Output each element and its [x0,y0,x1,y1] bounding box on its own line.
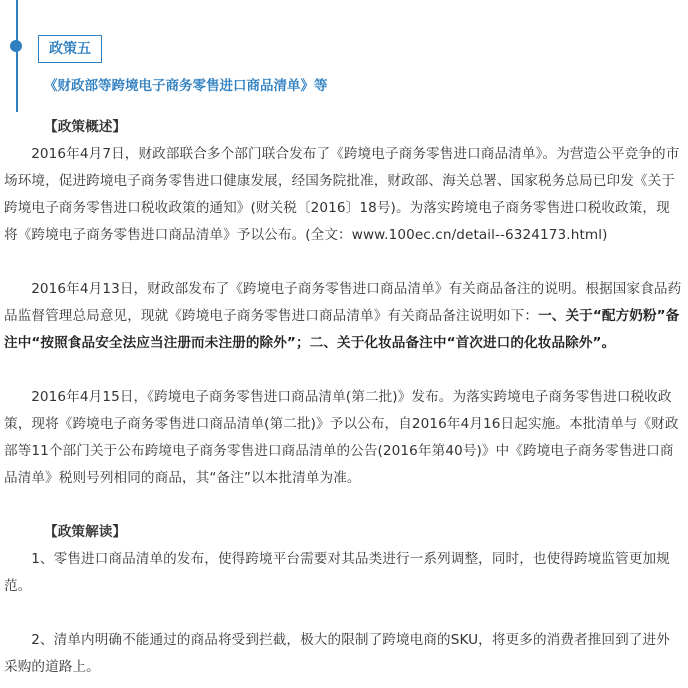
interpretation-item-2: 2、清单内明确不能通过的商品将受到拦截，极大的限制了跨境电商的SKU，将更多的消费者推回到了进外采购的道路上。 [4,632,670,675]
interpretation-item-1: 1、零售进口商品清单的发布，使得跨境平台需要对其品类进行一系列调整，同时，也使得跨境监管更加规范。 [4,551,670,594]
paragraph-overview-3: 2016年4月15日，《跨境电子商务零售进口商品清单(第二批)》发布。为落实跨境电子商务零售进口税收政策，现将《跨境电子商务零售进口商品清单(第二批)》予以公布，自2016年4月16日起实施。本批清单与《财政部等11个部门关于公布跨境电子商务零售进口商品清单的公告(2016年第40号)》中《跨境电子商务零售进口商品清单》税则号列相同的商品，其“备注”以本批清单为准。 [4,389,679,486]
paragraph-overview-1: 2016年4月7日，财政部联合多个部门联合发布了《跨境电子商务零售进口商品清单》。为营造公平竞争的市场环境，促进跨境电子商务零售进口健康发展，经国务院批准，财政部、海关总署、国家税务总局已印发《关于跨境电子商务零售进口税收政策的通知》(财关税〔2016〕18号)。为落实跨境电子商务零售进口税收政策，现将《跨境电子商务零售进口商品清单》予以公布。(全文：www.100ec.cn/detail--6324173.html) [4,146,680,243]
spacer [4,357,682,384]
policy-tag: 政策五 [38,35,102,63]
overview-title: 【政策概述】 [44,119,127,135]
spacer [4,249,682,276]
spacer [4,600,682,627]
paragraph-overview-2-bold: 一、关于“配方奶粉”备注中“按照食品安全法应当注册而未注册的除外”；二、关于化妆品备注中“首次进口的化妆品除外”。 [4,308,680,351]
article-content [4,114,682,681]
paragraph-overview-2 [4,276,682,357]
timeline-dot [10,40,22,52]
timeline-bar [16,0,18,112]
spacer [4,492,682,519]
policy-subtitle: 《财政部等跨境电子商务零售进口商品清单》等 [44,78,328,94]
paragraph-overview-2-text: 2016年4月13日，财政部发布了《跨境电子商务零售进口商品清单》有关商品备注的说明。根据国家食品药品监督管理总局意见，现就《跨境电子商务零售进口商品清单》有关商品备注说明如下： [4,281,682,324]
interpretation-title: 【政策解读】 [44,524,127,540]
